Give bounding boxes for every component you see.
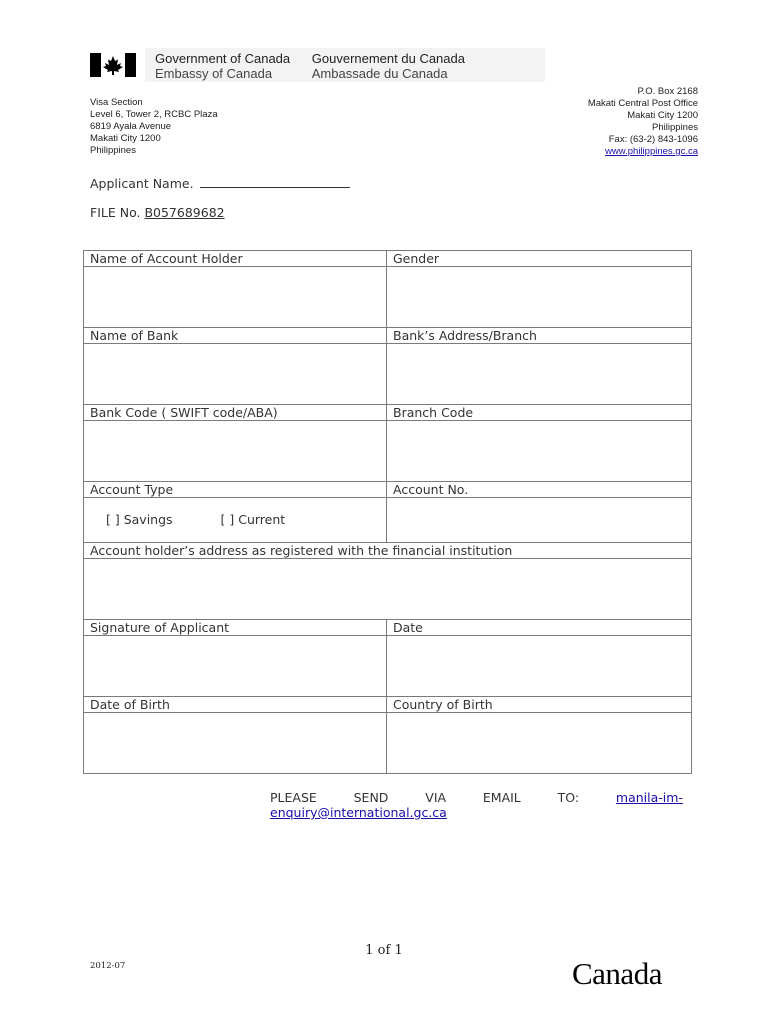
bank-address-field[interactable] xyxy=(387,344,692,405)
signature-field[interactable] xyxy=(84,636,387,697)
account-holder-label: Name of Account Holder xyxy=(84,251,387,267)
bank-name-field[interactable] xyxy=(84,344,387,405)
embassy-fr: Ambassade du Canada xyxy=(311,66,448,81)
embassy-en: Embassy of Canada xyxy=(155,66,273,81)
gov-fr: Gouvernement du Canada xyxy=(311,51,465,66)
date-field[interactable] xyxy=(387,636,692,697)
applicant-name-field[interactable] xyxy=(200,175,350,188)
address-line: P.O. Box 2168 xyxy=(637,86,698,97)
fax-line: Fax: (63-2) 843-1096 xyxy=(608,134,698,145)
postal-address xyxy=(588,86,698,158)
canada-flag-icon xyxy=(90,53,136,77)
date-label: Date xyxy=(387,620,692,636)
address-line: Level 6, Tower 2, RCBC Plaza xyxy=(90,109,218,120)
gov-en: Government of Canada xyxy=(155,51,291,66)
send-word: EMAIL xyxy=(482,790,521,805)
bank-code-field[interactable] xyxy=(84,421,387,482)
send-word: VIA xyxy=(425,790,447,805)
bank-code-label: Bank Code ( SWIFT code/ABA) xyxy=(84,405,387,421)
website-link[interactable]: www.philippines.gc.ca xyxy=(605,146,698,157)
file-number-value: B057689682 xyxy=(144,205,225,220)
address-line: 6819 Ayala Avenue xyxy=(90,121,172,132)
savings-checkbox[interactable]: [ ] Savings xyxy=(106,512,173,527)
send-word: TO: xyxy=(557,790,580,805)
file-number-label: FILE No. xyxy=(90,205,141,220)
current-checkbox[interactable]: [ ] Current xyxy=(220,512,286,527)
form-date: 2012-07 xyxy=(90,961,126,971)
dob-field[interactable] xyxy=(84,713,387,774)
canada-wordmark: Canada xyxy=(572,956,662,991)
branch-code-label: Branch Code xyxy=(387,405,692,421)
file-number-row xyxy=(90,205,225,220)
send-instructions xyxy=(270,790,683,820)
branch-code-field[interactable] xyxy=(387,421,692,482)
government-wordmark xyxy=(155,51,465,81)
holder-address-field[interactable] xyxy=(84,559,692,620)
bank-address-label: Bank’s Address/Branch xyxy=(387,328,692,344)
gender-field[interactable] xyxy=(387,267,692,328)
country-of-birth-label: Country of Birth xyxy=(387,697,692,713)
send-word: SEND xyxy=(353,790,389,805)
account-type-options xyxy=(84,498,387,543)
embassy-address xyxy=(90,97,218,157)
gender-label: Gender xyxy=(387,251,692,267)
dob-label: Date of Birth xyxy=(84,697,387,713)
account-number-label: Account No. xyxy=(387,482,692,498)
address-line: Philippines xyxy=(90,145,136,156)
email-link-part2[interactable]: enquiry@international.gc.ca xyxy=(270,805,447,820)
bank-name-label: Name of Bank xyxy=(84,328,387,344)
page-number: 1 of 1 xyxy=(365,943,403,958)
country-of-birth-field[interactable] xyxy=(387,713,692,774)
account-holder-field[interactable] xyxy=(84,267,387,328)
address-line: Makati City 1200 xyxy=(90,133,161,144)
send-word: PLEASE xyxy=(270,790,317,805)
account-type-label: Account Type xyxy=(84,482,387,498)
address-line: Makati Central Post Office xyxy=(587,98,698,109)
applicant-name-label: Applicant Name. xyxy=(90,176,194,191)
account-number-field[interactable] xyxy=(387,498,692,543)
signature-label: Signature of Applicant xyxy=(84,620,387,636)
bank-details-form xyxy=(83,250,692,774)
holder-address-label: Account holder’s address as registered with the financial institution xyxy=(84,543,692,559)
address-line: Visa Section xyxy=(90,97,143,108)
address-line: Makati City 1200 xyxy=(627,110,698,121)
email-link-part1[interactable]: manila-im- xyxy=(615,790,683,805)
applicant-name-row xyxy=(90,175,350,191)
address-line: Philippines xyxy=(652,122,698,133)
